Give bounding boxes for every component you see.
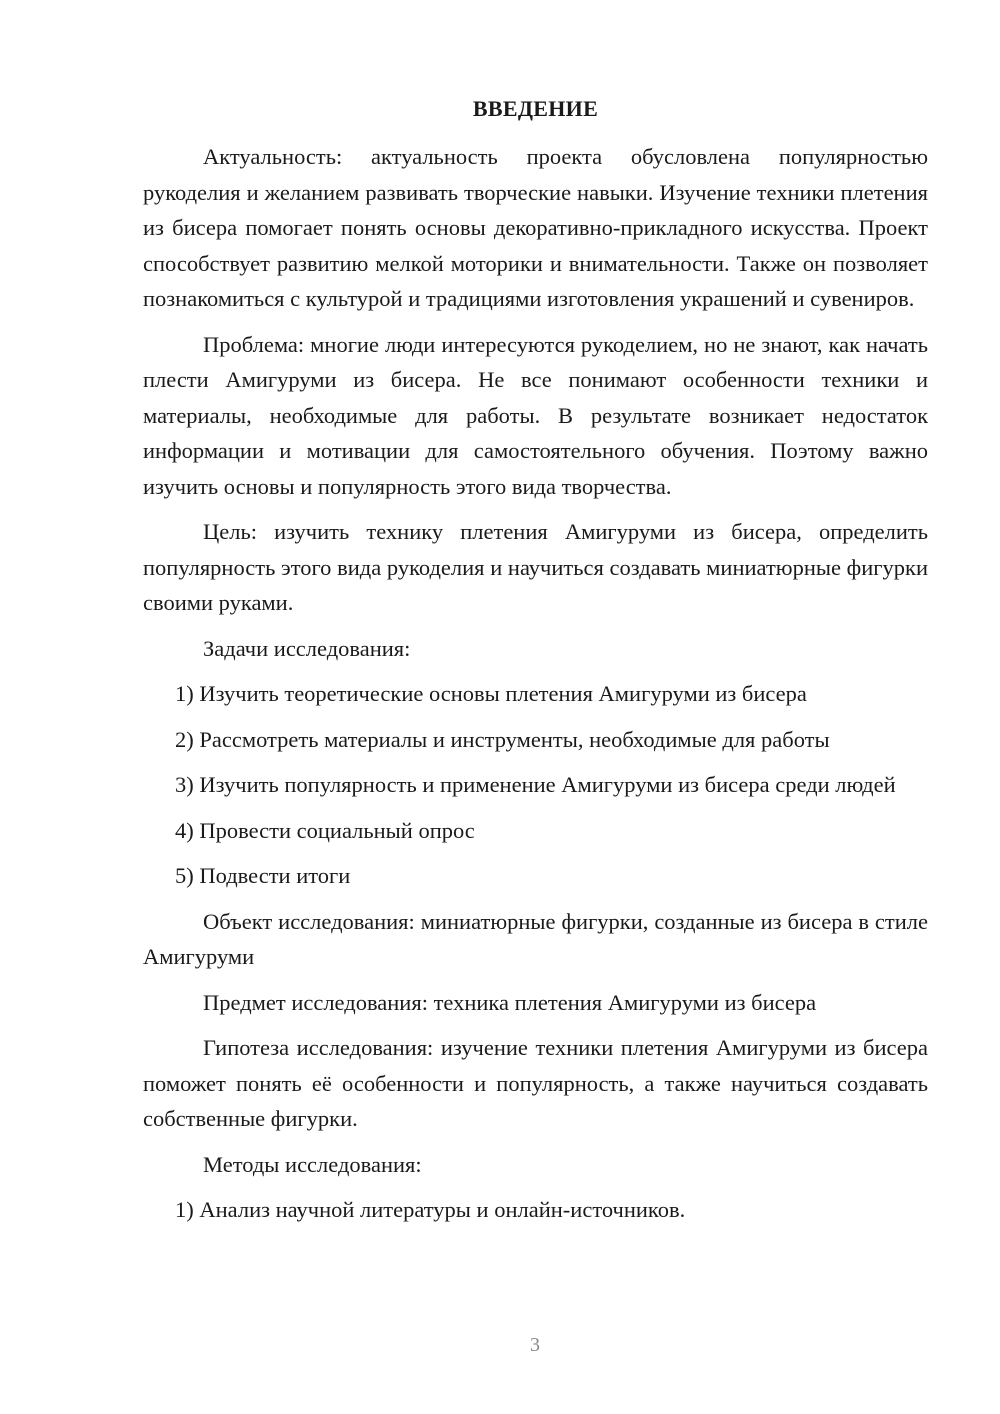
paragraph-tasks-heading: Задачи исследования:: [203, 635, 411, 661]
paragraph-subject: Предмет исследования: техника плетения Амигуруми из бисера: [203, 989, 817, 1015]
task-item-4: 4) Провести социальный опрос: [175, 817, 475, 843]
task-item-5: 5) Подвести итоги: [175, 863, 351, 888]
document-page: [143, 92, 928, 1238]
task-item-3: 3) Изучить популярность и применение Амигуруми из бисера среди людей: [175, 772, 896, 797]
paragraph-goal: Цель: изучить технику плетения Амигуруми из бисера, определить популярность этого вида рукоделия и научиться создавать миниатюрные фигурки своими руками.: [143, 519, 928, 615]
task-item-2: 2) Рассмотреть материалы и инструменты, необходимые для работы: [175, 726, 830, 752]
task-item-1: 1) Изучить теоретические основы плетения Амигуруми из бисера: [175, 681, 807, 706]
paragraph-problem: Проблема: многие люди интересуются рукоделием, но не знают, как начать плести Амигуруми из бисера. Не все понимают особенности техники и материалы, необходимые для работы. В результате возникает недостаток информации и мотивации для самостоятельного обучения. Поэтому важно изучить основы и популярность этого вида творчества.: [143, 331, 928, 499]
paragraph-object: Объект исследования: миниатюрные фигурки, созданные из бисера в стиле Амигуруми: [143, 908, 928, 969]
paragraph-methods-heading: Методы исследования:: [203, 1151, 422, 1177]
paragraph-relevance: Актуальность: актуальность проекта обусловлена популярностью рукоделия и желанием развивать творческие навыки. Изучение техники плетения из бисера помогает понять основы декоративно-прикладного искусства. Проект способствует развитию мелкой моторики и внимательности. Также он позволяет познакомиться с культурой и традициями изготовления украшений и сувениров.: [143, 144, 928, 311]
method-item-1: 1) Анализ научной литературы и онлайн-источников.: [175, 1197, 686, 1222]
section-title: ВВЕДЕНИЕ: [472, 96, 599, 121]
page-number: 3: [530, 1334, 540, 1356]
paragraph-hypothesis: Гипотеза исследования: изучение техники плетения Амигуруми из бисера поможет понять её особенности и популярность, а также научиться создавать собственные фигурки.: [143, 1035, 928, 1131]
